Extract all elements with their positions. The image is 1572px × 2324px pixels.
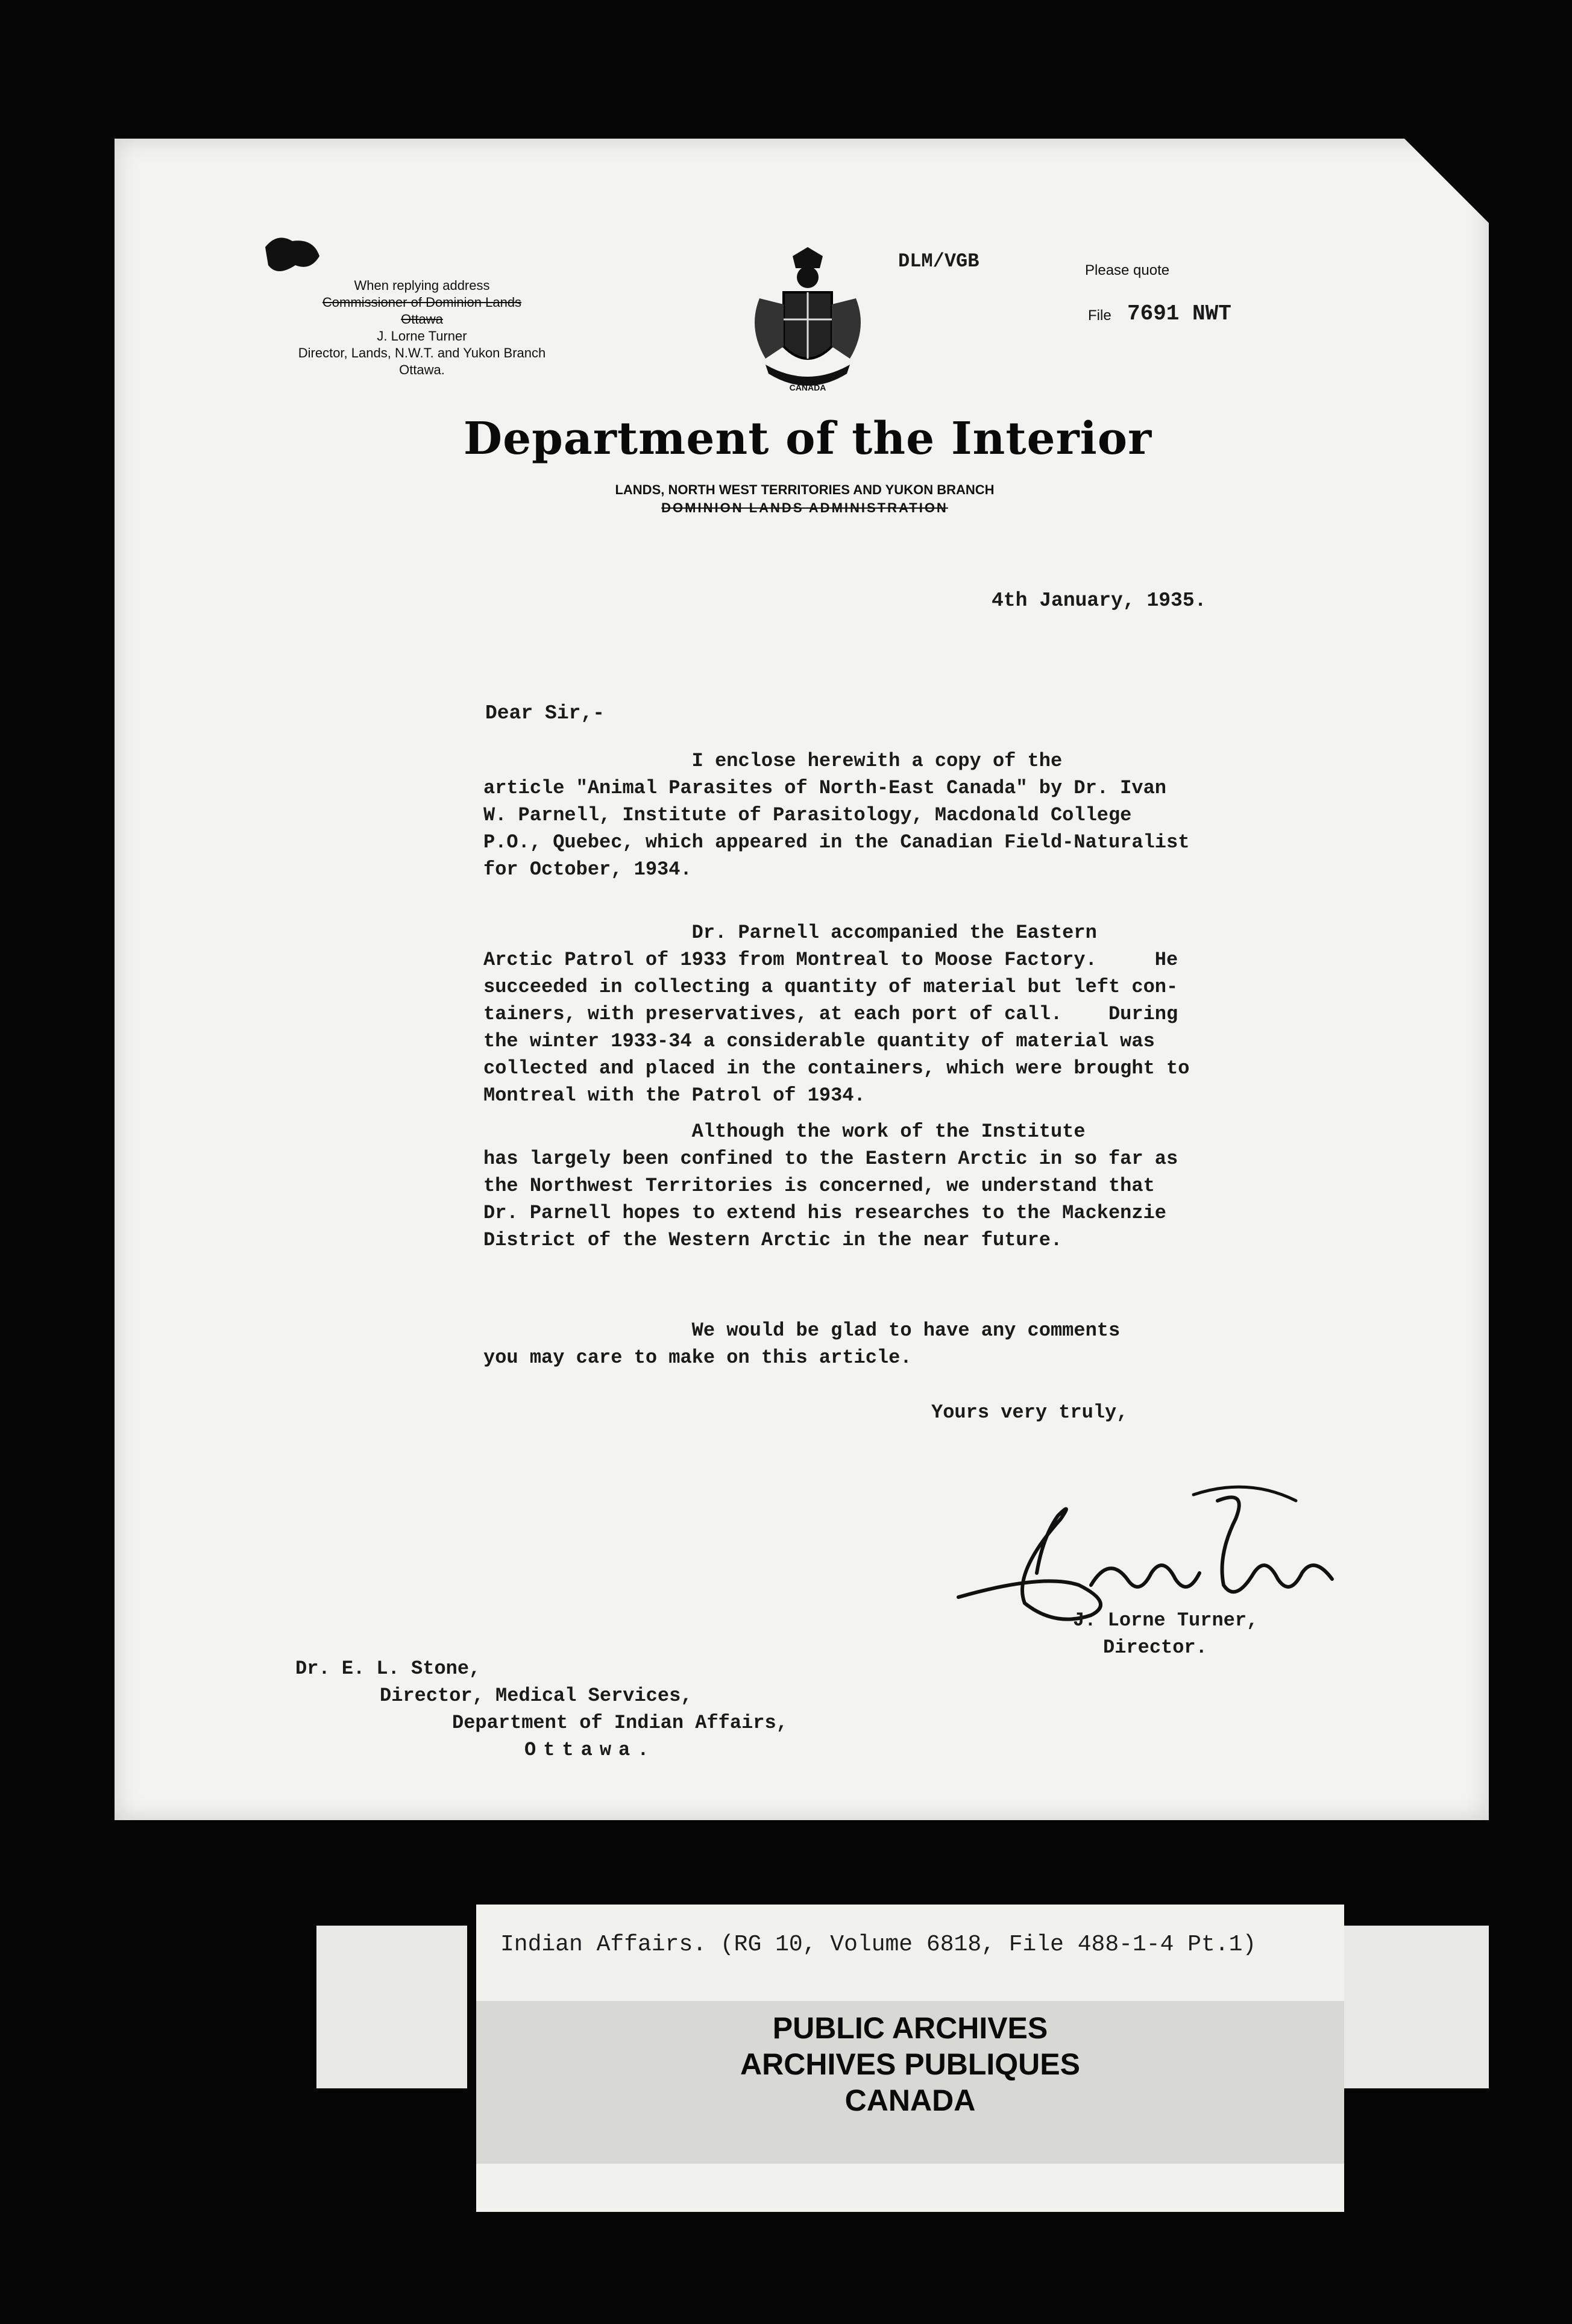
return-address-line: When replying address xyxy=(354,278,490,293)
closing: Yours very truly, xyxy=(931,1401,1128,1424)
archive-stamp-line: PUBLIC ARCHIVES xyxy=(772,2011,1048,2045)
label-tab-right xyxy=(1344,1926,1489,2088)
letter-date: 4th January, 1935. xyxy=(992,589,1207,612)
body-paragraph: Although the work of the Institute has largely been confined to the Eastern Arctic in so far as the Northwest Territories is concerned, we understand that Dr. Parnell hopes to extend his researches to the Mackenzie District of the Western Arctic in the near future. xyxy=(483,1120,1178,1251)
letter-page xyxy=(115,139,1489,1820)
struck-return-line: Ottawa xyxy=(401,312,443,327)
file-label: File xyxy=(1088,307,1111,324)
recipient-line: Department of Indian Affairs, xyxy=(452,1712,788,1734)
archive-label xyxy=(476,1905,1344,2212)
file-number: 7691 NWT xyxy=(1127,301,1231,326)
struck-return-line: Commissioner of Dominion Lands xyxy=(322,295,522,310)
return-address-title: Director, Lands, N.W.T. and Yukon Branch xyxy=(298,345,546,360)
return-address-name: J. Lorne Turner xyxy=(377,328,467,344)
coat-of-arms-icon xyxy=(741,244,874,425)
body-paragraph: I enclose herewith a copy of the article "Animal Parasites of North-East Canada" by Dr. Ivan W. Parnell, Institute of Parasitology, Macdonald College P.O., Quebec, which appeared in the Canadian Field-Naturalist for October, 1934. xyxy=(483,750,1190,881)
branch-name: LANDS, NORTH WEST TERRITORIES AND YUKON BRANCH xyxy=(615,482,995,497)
recipient-line: Ottawa. xyxy=(524,1739,656,1761)
salutation: Dear Sir,- xyxy=(485,702,605,724)
ink-blot-mark xyxy=(259,229,325,283)
recipient-line: Dr. E. L. Stone, xyxy=(295,1657,481,1680)
archive-stamp-line: CANADA xyxy=(844,2084,976,2117)
body-paragraph: We would be glad to have any comments you may care to make on this article. xyxy=(483,1319,1121,1369)
signer-name: J. Lorne Turner, xyxy=(1073,1609,1259,1632)
return-address xyxy=(265,277,579,378)
department-title: Department of the Interior xyxy=(463,413,1152,465)
archive-stamp-line: ARCHIVES PUBLIQUES xyxy=(740,2047,1080,2081)
return-address-city: Ottawa. xyxy=(399,362,445,377)
crest-label: CANADA xyxy=(789,383,826,392)
recipient-line: Director, Medical Services, xyxy=(380,1685,693,1707)
body-paragraph: Dr. Parnell accompanied the Eastern Arctic Patrol of 1933 from Montreal to Moose Factory. He succeeded in collecting a quantity of material but left con- tainers, with preservatives, at each port of call. During the winter 1933-34 a considerable quantity of material was collected and placed in the containers, which were brought to Montreal with the Patrol of 1934. xyxy=(483,922,1190,1107)
reference-code: DLM/VGB xyxy=(898,250,979,272)
signer-title: Director. xyxy=(1103,1636,1207,1659)
please-quote-label: Please quote xyxy=(1085,262,1170,278)
archive-stamp xyxy=(476,2010,1344,2118)
archive-citation: Indian Affairs. (RG 10, Volume 6818, File 488-1-4 Pt.1) xyxy=(500,1932,1257,1958)
label-tab-left xyxy=(316,1926,467,2088)
struck-branch-name: DOMINION LANDS ADMINISTRATION xyxy=(661,500,948,515)
folded-corner xyxy=(1398,133,1495,229)
